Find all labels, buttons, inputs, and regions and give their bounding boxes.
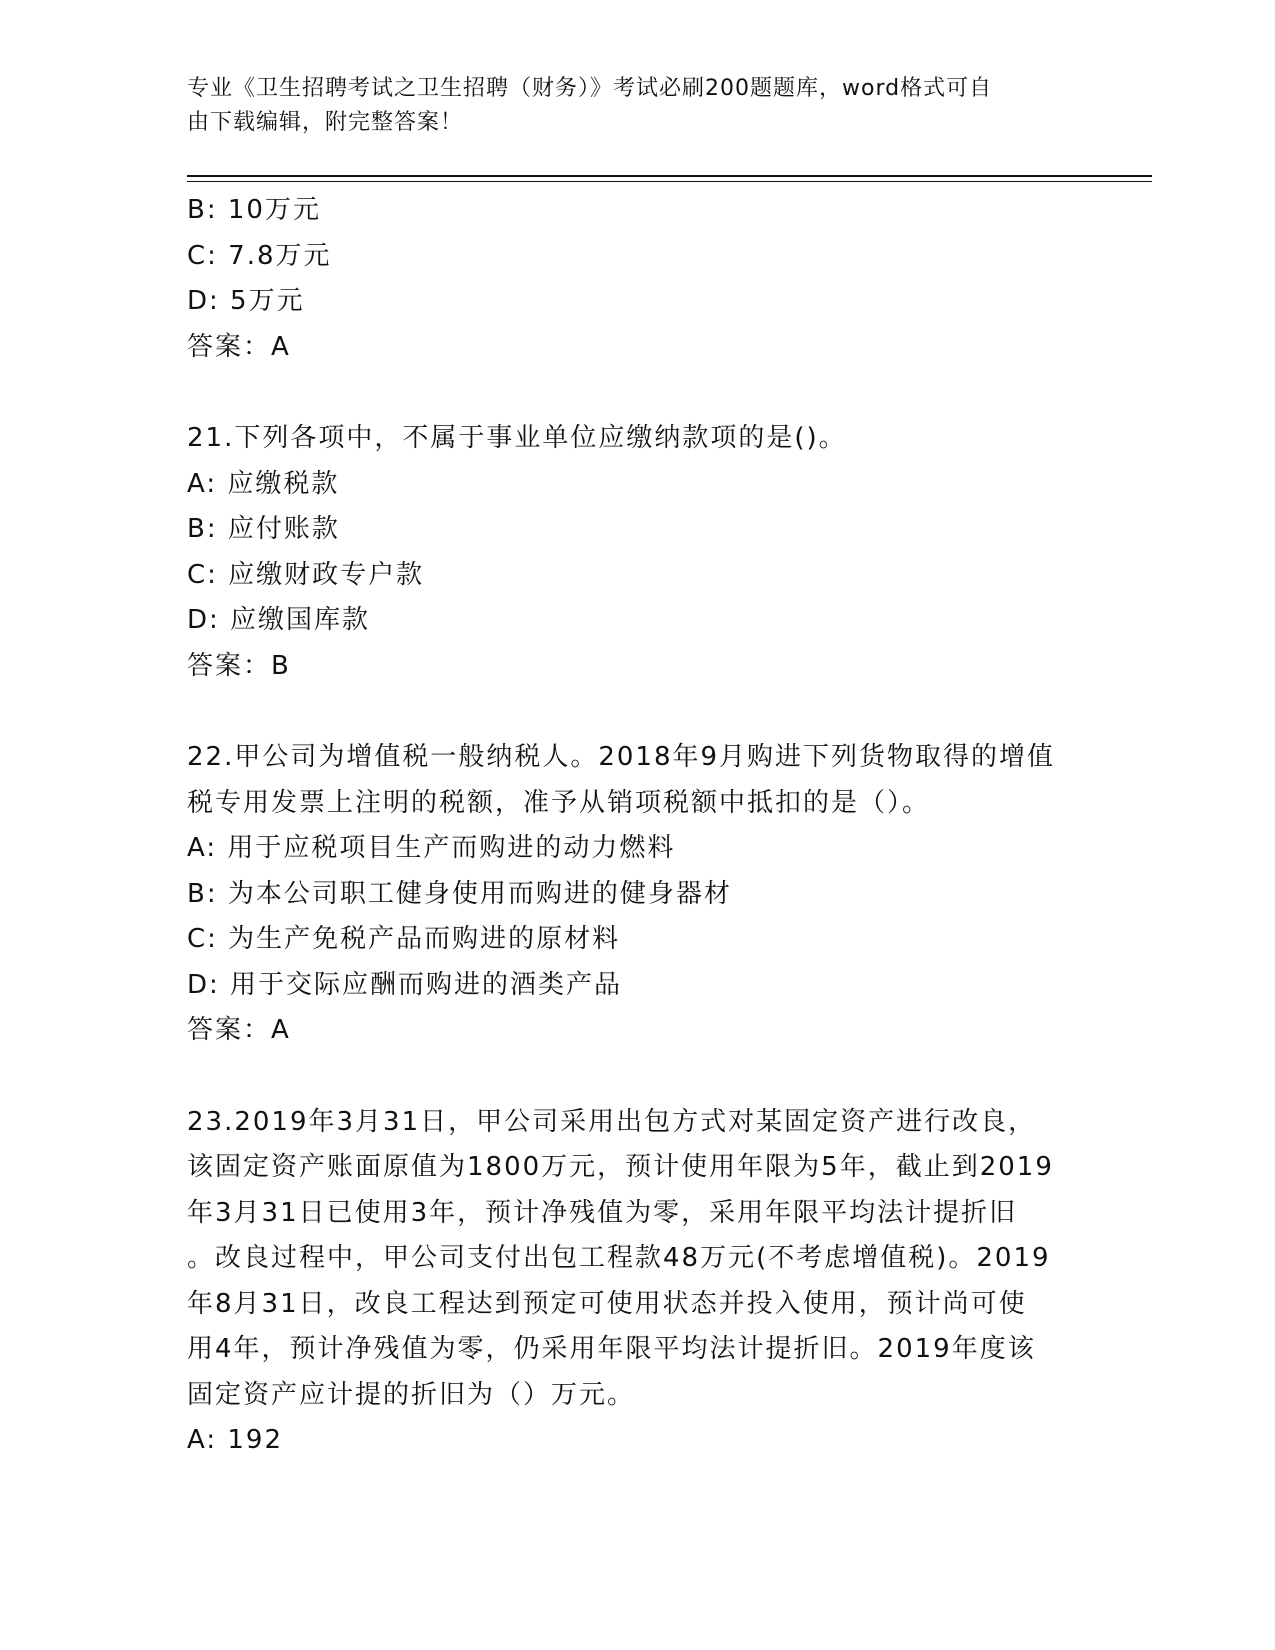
answer-line: 答案：B [187,650,291,681]
option-d: D: 用于交际应酬而购进的酒类产品 [187,969,623,1000]
spacer [187,1054,1087,1100]
question-stem: 21.下列各项中，不属于事业单位应缴纳款项的是()。 [187,423,847,453]
option-d: D: 应缴国库款 [187,605,371,635]
spacer [187,689,1087,735]
header-divider-thick [187,175,1152,177]
question-block-23 [187,1100,1087,1464]
question-stem-line: 年8月31日，改良工程达到预定可使用状态并投入使用，预计尚可使 [187,1288,1027,1319]
document-header [187,72,1087,140]
option-c: C: 为生产免税产品而购进的原材料 [187,924,621,954]
option-a: A: 用于应税项目生产而购进的动力燃料 [187,833,676,863]
question-stem-line: 用4年，预计净残值为零，仍采用年限平均法计提折旧。2019年度该 [187,1334,1036,1364]
spacer [187,370,1087,416]
question-stem-line: 22.甲公司为增值税一般纳税人。2018年9月购进下列货物取得的增值 [187,742,1056,772]
question-stem-line: 固定资产应计提的折旧为（）万元。 [187,1379,636,1410]
answer-line: 答案：A [187,1015,291,1045]
option-a: A: 应缴税款 [187,468,340,499]
question-stem-line: 税专用发票上注明的税额，准予从销项税额中抵扣的是（）。 [187,787,931,818]
question-block-20 [187,188,1087,370]
question-block-22 [187,735,1087,1054]
option-b: B: 应付账款 [187,514,340,544]
answer-line: 答案：A [187,331,291,362]
option-b: B: 10万元 [187,195,321,225]
question-stem-line: 。改良过程中，甲公司支付出包工程款48万元(不考虑增值税)。2019 [187,1243,1051,1273]
option-a: A: 192 [187,1425,283,1455]
question-stem-line: 23.2019年3月31日，甲公司采用出包方式对某固定资产进行改良， [187,1106,1037,1137]
header-divider-thin [187,181,1152,182]
question-block-21 [187,416,1087,689]
option-c: C: 7.8万元 [187,240,332,271]
option-c: C: 应缴财政专户款 [187,559,425,590]
option-b: B: 为本公司职工健身使用而购进的健身器材 [187,878,732,909]
header-line-2: 由下载编辑，附完整答案！ [187,110,464,135]
header-line-1: 专业《卫生招聘考试之卫生招聘（财务）》考试必刷200题题库，word格式可自 [187,76,993,101]
question-list [187,188,1087,1464]
question-stem-line: 年3月31日已使用3年，预计净残值为零，采用年限平均法计提折旧 [187,1197,1018,1228]
question-stem-line: 该固定资产账面原值为1800万元，预计使用年限为5年，截止到2019 [187,1152,1054,1182]
option-d: D: 5万元 [187,286,305,316]
